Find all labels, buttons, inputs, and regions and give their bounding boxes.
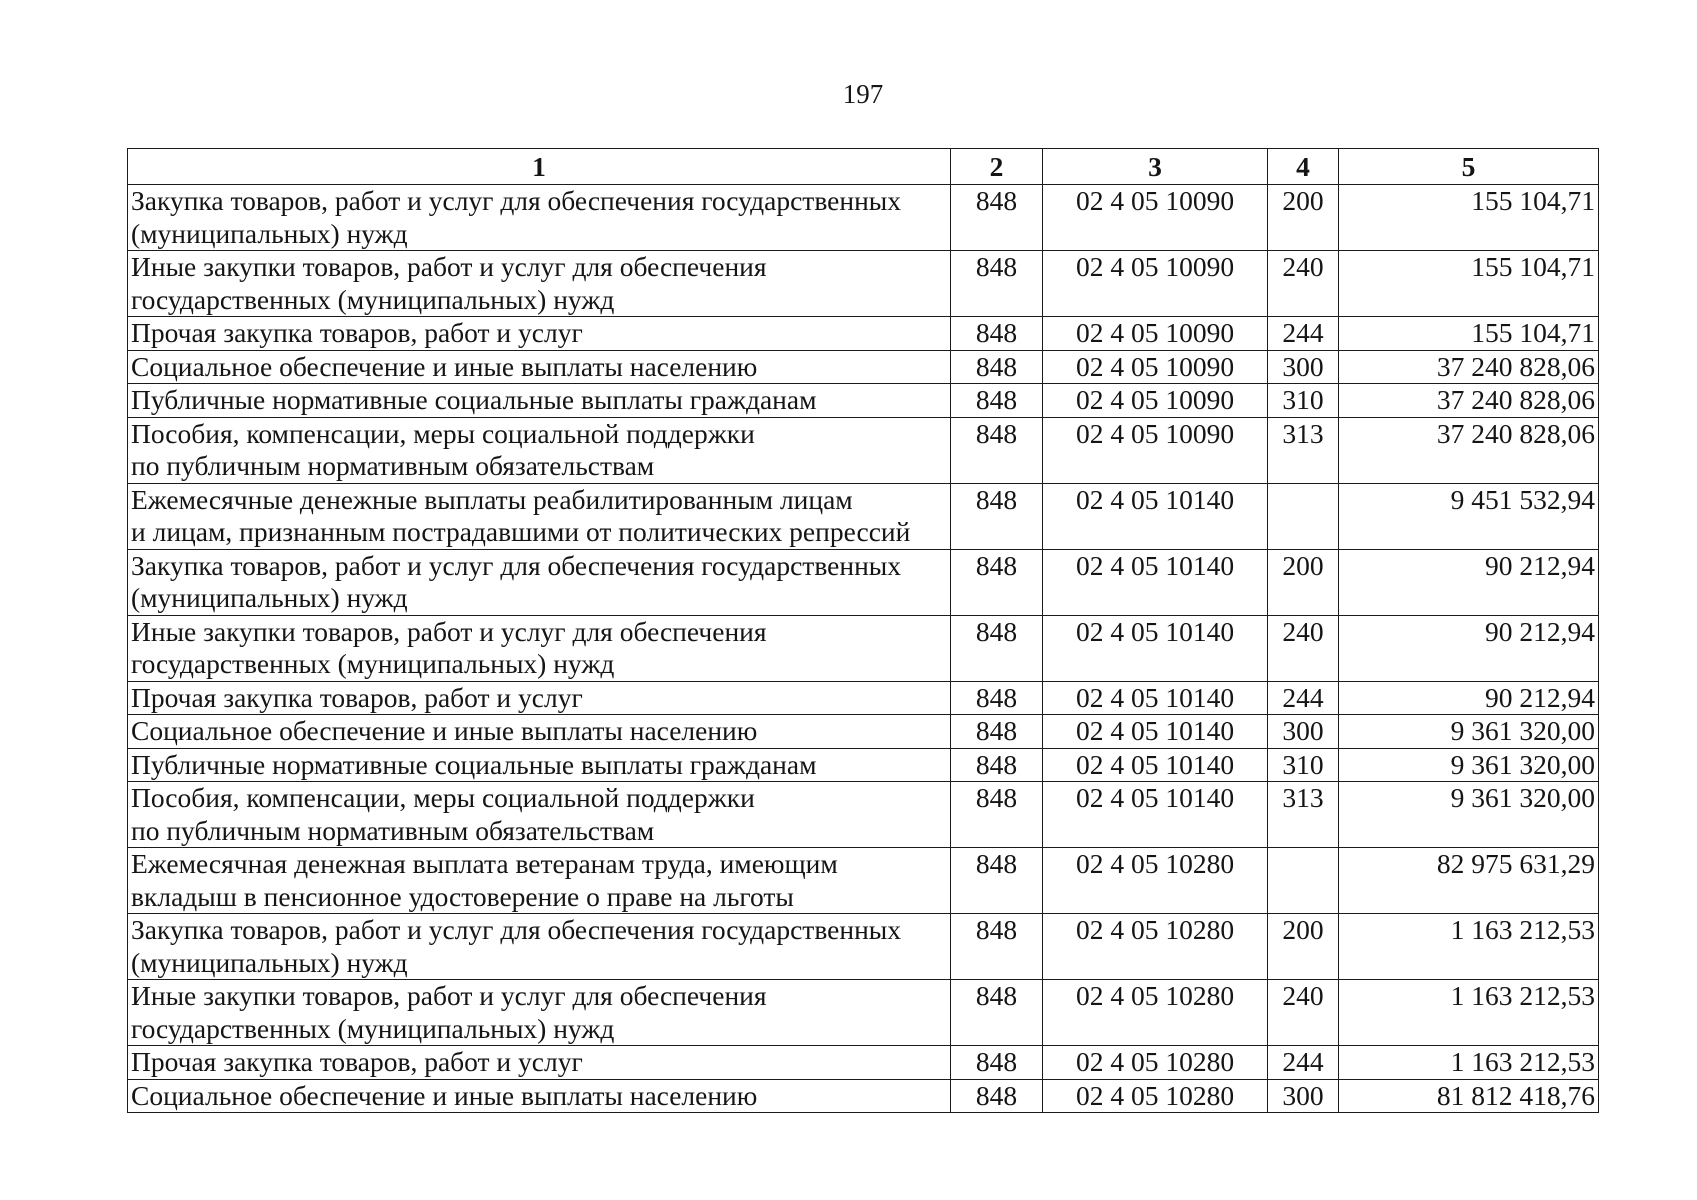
table-row — [128, 185, 1599, 251]
row-name-cell: Иные закупки товаров, работ и услуг для обеспечения государственных (муниципальных) нужд — [128, 615, 951, 681]
row-name-cell: Пособия, компенсации, меры социальной поддержки по публичным нормативным обязательствам — [128, 417, 951, 483]
table-row — [128, 483, 1599, 549]
target-article-cell: 02 4 05 10090 — [1043, 384, 1268, 418]
table-row — [128, 681, 1599, 715]
dept-code-cell: 848 — [951, 782, 1043, 848]
target-article-cell: 02 4 05 10140 — [1043, 715, 1268, 749]
amount-cell: 81 812 418,76 — [1339, 1079, 1599, 1113]
target-article-cell: 02 4 05 10280 — [1043, 848, 1268, 914]
row-name-cell: Закупка товаров, работ и услуг для обеспечения государственных (муниципальных) нужд — [128, 549, 951, 615]
header-cell-3: 3 — [1043, 149, 1268, 185]
amount-cell: 1 163 212,53 — [1339, 914, 1599, 980]
row-name-cell: Социальное обеспечение и иные выплаты населению — [128, 715, 951, 749]
row-name-cell: Иные закупки товаров, работ и услуг для обеспечения государственных (муниципальных) нужд — [128, 980, 951, 1046]
amount-cell: 155 104,71 — [1339, 185, 1599, 251]
target-article-cell: 02 4 05 10280 — [1043, 1046, 1268, 1080]
table-row — [128, 549, 1599, 615]
target-article-cell: 02 4 05 10280 — [1043, 1079, 1268, 1113]
expense-type-cell: 313 — [1268, 782, 1339, 848]
dept-code-cell: 848 — [951, 1046, 1043, 1080]
table-row — [128, 251, 1599, 317]
expense-type-cell: 244 — [1268, 317, 1339, 351]
table-row — [128, 1046, 1599, 1080]
dept-code-cell: 848 — [951, 681, 1043, 715]
table-row — [128, 715, 1599, 749]
expense-type-cell: 300 — [1268, 715, 1339, 749]
table-header — [128, 149, 1599, 185]
dept-code-cell: 848 — [951, 615, 1043, 681]
expense-type-cell — [1268, 848, 1339, 914]
table-row — [128, 317, 1599, 351]
table-row — [128, 748, 1599, 782]
table-row — [128, 350, 1599, 384]
target-article-cell: 02 4 05 10280 — [1043, 914, 1268, 980]
dept-code-cell: 848 — [951, 317, 1043, 351]
table-row — [128, 417, 1599, 483]
dept-code-cell: 848 — [951, 251, 1043, 317]
amount-cell: 9 361 320,00 — [1339, 782, 1599, 848]
table-row — [128, 1079, 1599, 1113]
dept-code-cell: 848 — [951, 748, 1043, 782]
target-article-cell: 02 4 05 10140 — [1043, 615, 1268, 681]
row-name-cell: Ежемесячная денежная выплата ветеранам труда, имеющим вкладыш в пенсионное удостоверение о праве на льготы — [128, 848, 951, 914]
target-article-cell: 02 4 05 10090 — [1043, 251, 1268, 317]
dept-code-cell: 848 — [951, 417, 1043, 483]
expense-type-cell: 244 — [1268, 681, 1339, 715]
expense-type-cell: 313 — [1268, 417, 1339, 483]
table-row — [128, 914, 1599, 980]
amount-cell: 90 212,94 — [1339, 615, 1599, 681]
expense-type-cell: 310 — [1268, 748, 1339, 782]
target-article-cell: 02 4 05 10090 — [1043, 317, 1268, 351]
amount-cell: 37 240 828,06 — [1339, 350, 1599, 384]
amount-cell: 9 451 532,94 — [1339, 483, 1599, 549]
row-name-cell: Закупка товаров, работ и услуг для обеспечения государственных (муниципальных) нужд — [128, 185, 951, 251]
dept-code-cell: 848 — [951, 715, 1043, 749]
header-cell-2: 2 — [951, 149, 1043, 185]
dept-code-cell: 848 — [951, 384, 1043, 418]
expense-type-cell: 240 — [1268, 980, 1339, 1046]
table-row — [128, 384, 1599, 418]
row-name-cell: Социальное обеспечение и иные выплаты населению — [128, 350, 951, 384]
target-article-cell: 02 4 05 10280 — [1043, 980, 1268, 1046]
target-article-cell: 02 4 05 10090 — [1043, 417, 1268, 483]
expense-type-cell: 240 — [1268, 251, 1339, 317]
row-name-cell: Публичные нормативные социальные выплаты гражданам — [128, 384, 951, 418]
expense-type-cell: 300 — [1268, 350, 1339, 384]
target-article-cell: 02 4 05 10140 — [1043, 748, 1268, 782]
dept-code-cell: 848 — [951, 848, 1043, 914]
amount-cell: 37 240 828,06 — [1339, 417, 1599, 483]
header-cell-4: 4 — [1268, 149, 1339, 185]
table-row — [128, 615, 1599, 681]
row-name-cell: Прочая закупка товаров, работ и услуг — [128, 317, 951, 351]
amount-cell: 1 163 212,53 — [1339, 1046, 1599, 1080]
expense-type-cell: 244 — [1268, 1046, 1339, 1080]
target-article-cell: 02 4 05 10140 — [1043, 681, 1268, 715]
amount-cell: 90 212,94 — [1339, 681, 1599, 715]
expense-type-cell — [1268, 483, 1339, 549]
amount-cell: 37 240 828,06 — [1339, 384, 1599, 418]
row-name-cell: Прочая закупка товаров, работ и услуг — [128, 681, 951, 715]
row-name-cell: Ежемесячные денежные выплаты реабилитированным лицам и лицам, признанным пострадавшими от политических репрессий — [128, 483, 951, 549]
page-number: 197 — [842, 79, 884, 109]
table-row — [128, 980, 1599, 1046]
dept-code-cell: 848 — [951, 1079, 1043, 1113]
header-cell-1: 1 — [128, 149, 951, 185]
expense-type-cell: 200 — [1268, 914, 1339, 980]
row-name-cell: Иные закупки товаров, работ и услуг для обеспечения государственных (муниципальных) нужд — [128, 251, 951, 317]
amount-cell: 9 361 320,00 — [1339, 748, 1599, 782]
expense-type-cell: 240 — [1268, 615, 1339, 681]
target-article-cell: 02 4 05 10140 — [1043, 483, 1268, 549]
header-cell-5: 5 — [1339, 149, 1599, 185]
expense-type-cell: 310 — [1268, 384, 1339, 418]
row-name-cell: Публичные нормативные социальные выплаты гражданам — [128, 748, 951, 782]
row-name-cell: Закупка товаров, работ и услуг для обеспечения государственных (муниципальных) нужд — [128, 914, 951, 980]
target-article-cell: 02 4 05 10090 — [1043, 350, 1268, 384]
target-article-cell: 02 4 05 10140 — [1043, 549, 1268, 615]
table-body — [128, 185, 1599, 1113]
expense-type-cell: 200 — [1268, 185, 1339, 251]
amount-cell: 82 975 631,29 — [1339, 848, 1599, 914]
dept-code-cell: 848 — [951, 483, 1043, 549]
budget-table — [127, 148, 1599, 1113]
dept-code-cell: 848 — [951, 914, 1043, 980]
header-row — [128, 149, 1599, 185]
row-name-cell: Пособия, компенсации, меры социальной поддержки по публичным нормативным обязательствам — [128, 782, 951, 848]
expense-type-cell: 200 — [1268, 549, 1339, 615]
amount-cell: 155 104,71 — [1339, 317, 1599, 351]
dept-code-cell: 848 — [951, 980, 1043, 1046]
row-name-cell: Социальное обеспечение и иные выплаты населению — [128, 1079, 951, 1113]
dept-code-cell: 848 — [951, 350, 1043, 384]
target-article-cell: 02 4 05 10090 — [1043, 185, 1268, 251]
table-row — [128, 782, 1599, 848]
amount-cell: 9 361 320,00 — [1339, 715, 1599, 749]
expense-type-cell: 300 — [1268, 1079, 1339, 1113]
dept-code-cell: 848 — [951, 185, 1043, 251]
dept-code-cell: 848 — [951, 549, 1043, 615]
row-name-cell: Прочая закупка товаров, работ и услуг — [128, 1046, 951, 1080]
amount-cell: 155 104,71 — [1339, 251, 1599, 317]
amount-cell: 1 163 212,53 — [1339, 980, 1599, 1046]
target-article-cell: 02 4 05 10140 — [1043, 782, 1268, 848]
amount-cell: 90 212,94 — [1339, 549, 1599, 615]
table-row — [128, 848, 1599, 914]
